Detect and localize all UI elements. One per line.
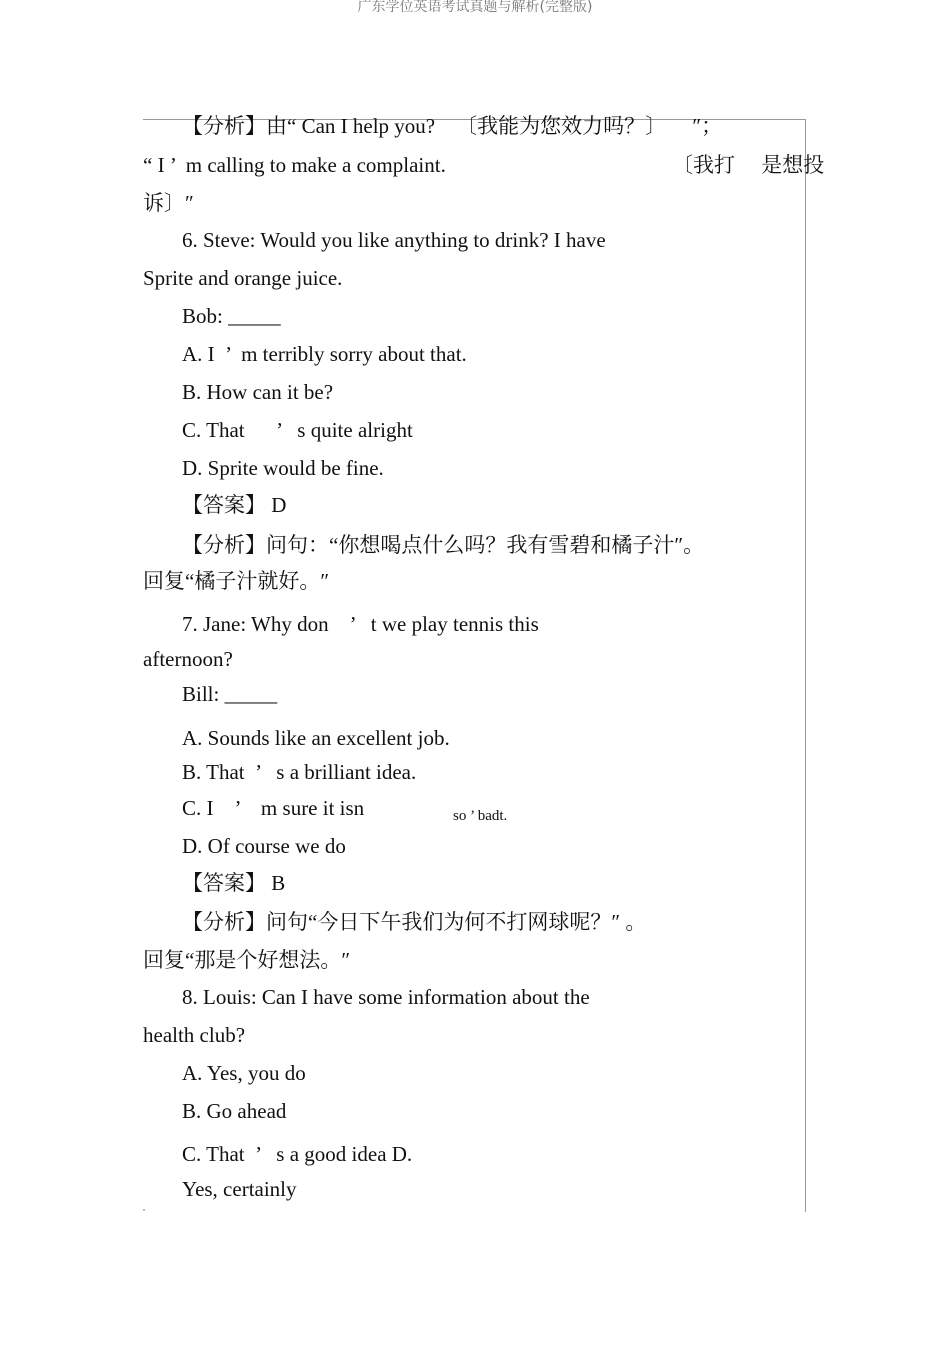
question-blank: Bob: _____ [182, 304, 281, 328]
option-a: A. I ’ m terribly sorry about that. [182, 342, 467, 366]
question-stem: 7. Jane: Why don ’ t we play tennis this [182, 612, 539, 636]
analysis-line: 〔我打 是想投 [672, 153, 825, 177]
analysis-line: 回复“橘子汁就好。″ [143, 569, 330, 593]
option-c: C. That ’ s quite alright [182, 418, 413, 442]
option-c: C. I ’ m sure it isn [182, 796, 365, 820]
question-stem: 6. Steve: Would you like anything to drink? I have [182, 228, 606, 252]
question-stem: 8. Louis: Can I have some information about the [182, 985, 590, 1009]
question-stem: health club? [143, 1023, 246, 1047]
option-a: A. Yes, you do [182, 1061, 306, 1085]
option-d: D. Of course we do [182, 834, 346, 858]
option-b: B. Go ahead [182, 1099, 287, 1123]
option-b: B. How can it be? [182, 380, 334, 404]
analysis-line: 诉〕″ [143, 191, 194, 215]
option-a: A. Sounds like an excellent job. [182, 726, 450, 750]
option-c: C. That ’ s a good idea D. [182, 1142, 413, 1166]
option-d: Yes, certainly [182, 1177, 297, 1201]
option-d: D. Sprite would be fine. [182, 456, 384, 480]
answer-line: 【答案】 D [182, 493, 287, 517]
option-b: B. That ’ s a brilliant idea. [182, 760, 417, 784]
analysis-line: 【分析】问句“今日下午我们为何不打网球呢？″ 。 [182, 910, 647, 934]
option-c-tail: so ’ badt. [453, 808, 508, 824]
frame-corner-mark [143, 1209, 145, 1211]
analysis-line: 【分析】问句：“你想喝点什么吗？我有雪碧和橘子汁″。 [182, 533, 705, 557]
question-stem: Sprite and orange juice. [143, 266, 343, 290]
analysis-line: 【分析】由“ Can I help you? 〔我能为您效力吗？〕 ″； [182, 114, 723, 138]
frame-right-border [805, 119, 806, 1212]
analysis-line: 回复“那是个好想法。″ [143, 948, 351, 972]
answer-line: 【答案】 B [182, 871, 286, 895]
question-stem: afternoon? [143, 647, 233, 671]
analysis-line: “ I ’ m calling to make a complaint. [143, 153, 446, 177]
page-header: 广东学位英语考试真题与解析(完整版) [357, 0, 593, 15]
question-blank: Bill: _____ [182, 682, 278, 706]
